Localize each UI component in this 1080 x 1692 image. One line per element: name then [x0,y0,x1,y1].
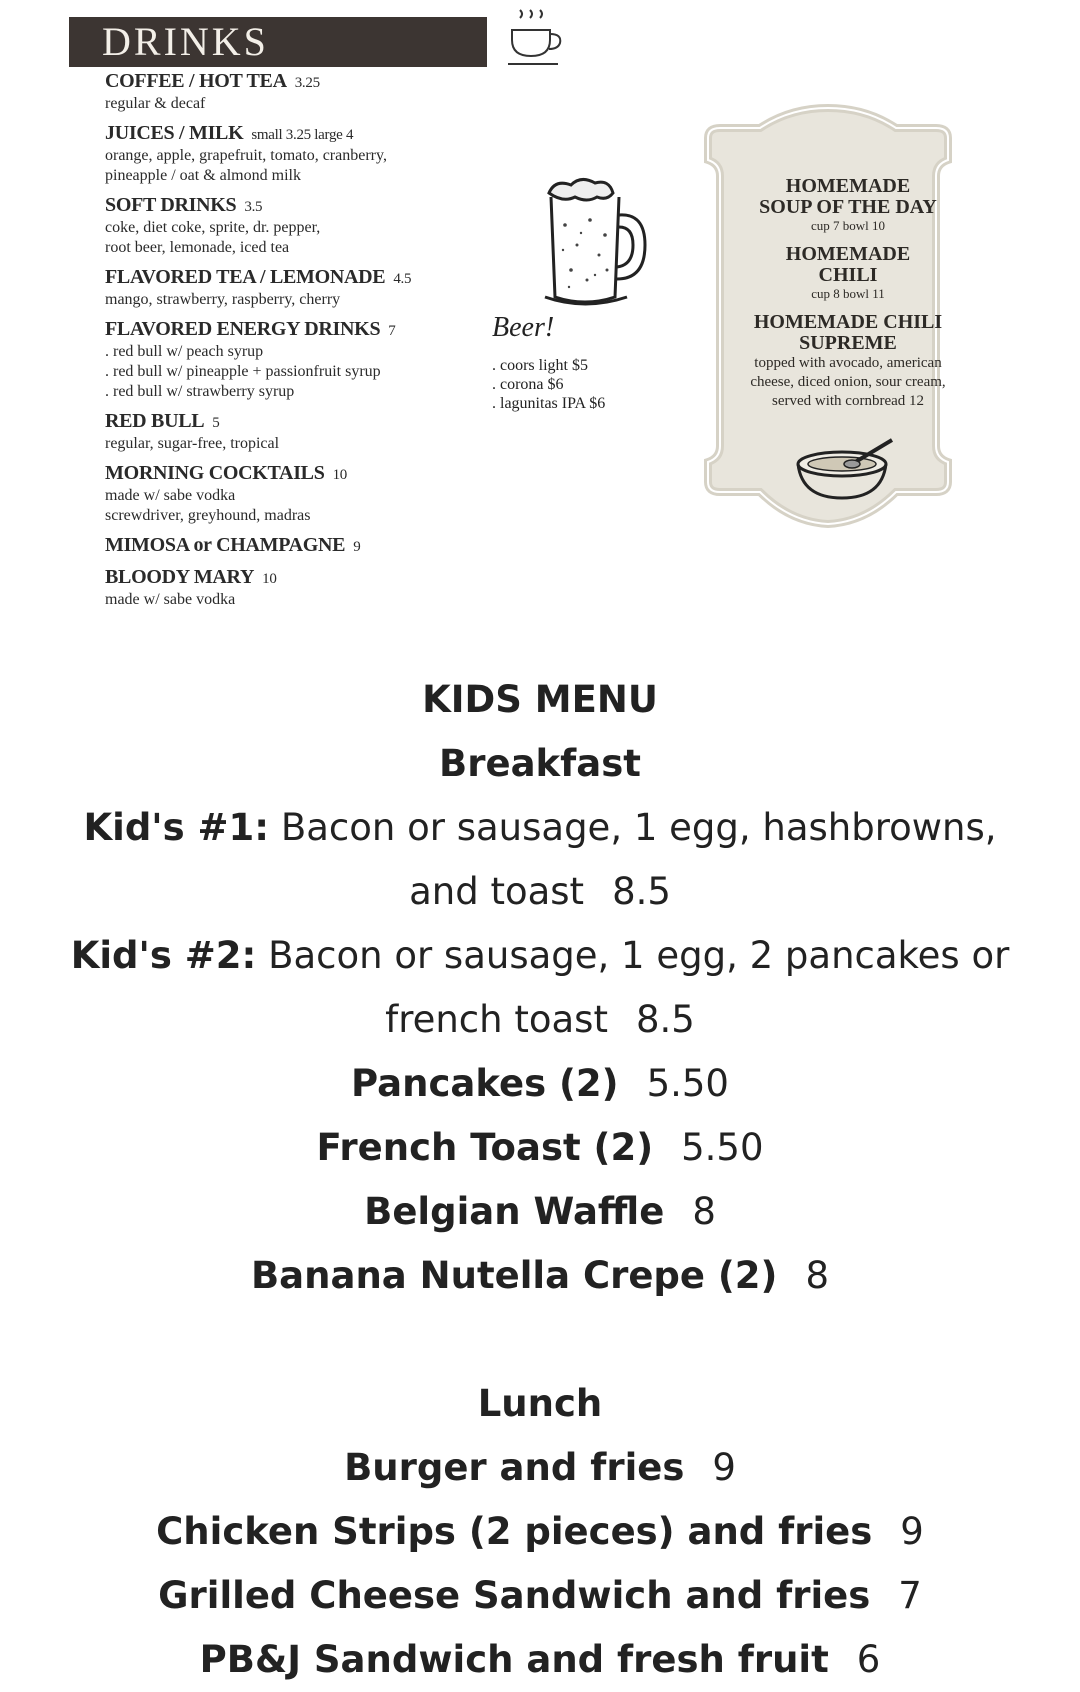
item-name: Pancakes (2) [351,1062,619,1105]
drink-price: small 3.25 large 4 [251,127,354,143]
soup-panel [700,104,996,528]
soup-bowl-icon [792,434,902,504]
drink-price: 3.25 [294,75,320,91]
breakfast-item [0,1244,1080,1308]
drink-desc: coke, diet coke, sprite, dr. pepper, [105,219,321,236]
drink-name: SOFT DRINKS [105,194,237,216]
lunch-item [0,1628,1080,1692]
kid1-text: and toast [409,870,585,913]
drink-name: MIMOSA or CHAMPAGNE [105,534,346,556]
drink-desc: made w/ sabe vodka [105,591,236,608]
kid2-text: french toast [385,998,608,1041]
beer-mug-icon [535,175,650,315]
kid1-text: Bacon or sausage, 1 egg, hashbrowns, [280,806,997,849]
drink-desc: . red bull w/ strawberry syrup [105,383,295,400]
drink-item [105,318,505,402]
drink-item [105,410,505,454]
item-price: 5.50 [646,1062,729,1105]
lunch-item [0,1436,1080,1500]
beer-item: . lagunitas IPA $6 [492,395,606,412]
drink-desc: . red bull w/ pineapple + passionfruit syrup [105,363,381,380]
drink-desc: . red bull w/ peach syrup [105,343,264,360]
chili-title: HOMEMADE [785,243,911,265]
drink-desc: mango, strawberry, raspberry, cherry [105,291,341,308]
kid2-text: Bacon or sausage, 1 egg, 2 pancakes or [268,934,1010,977]
kid1-price: 8.5 [612,870,671,913]
drink-item [105,534,505,558]
kid2-line [0,924,1080,988]
drink-price: 10 [332,467,347,483]
drink-name: JUICES / MILK [105,122,244,144]
beer-title: Beer! [492,312,555,343]
kids-menu-title: KIDS MENU [422,678,658,721]
lunch-item [0,1500,1080,1564]
supreme-desc: served with cornbread 12 [771,393,925,409]
drink-name: COFFEE / HOT TEA [105,70,287,92]
drink-item [105,462,505,526]
drink-price: 3.5 [244,199,263,215]
item-price: 9 [712,1446,736,1489]
soup-note: cup 7 bowl 10 [810,218,886,233]
drink-desc: orange, apple, grapefruit, tomato, cranberry, [105,147,387,164]
item-name: PB&J Sandwich and fresh fruit [199,1638,829,1681]
drink-price: 9 [353,539,361,555]
soup-content [718,176,978,411]
supreme-title: SUPREME [799,332,897,354]
drinks-header: DRINKS [69,17,487,67]
kid2-price: 8.5 [635,998,695,1041]
drink-name: FLAVORED ENERGY DRINKS [105,318,381,340]
kid1-line [0,796,1080,860]
beer-item: . coors light $5 [492,357,588,374]
item-price: 9 [900,1510,924,1553]
item-price: 8 [805,1254,830,1297]
drink-price: 10 [262,571,277,587]
drink-desc: made w/ sabe vodka [105,487,236,504]
drink-price: 5 [212,415,220,431]
item-price: 7 [898,1574,922,1617]
item-name: Belgian Waffle [364,1190,665,1233]
kid2-label: Kid's #2: [70,934,257,977]
breakfast-heading: Breakfast [439,742,641,785]
drink-name: FLAVORED TEA / LEMONADE [105,266,386,288]
drink-price: 7 [388,323,396,339]
kid2-line [0,988,1080,1052]
beer-item: . corona $6 [492,376,564,393]
drink-desc: regular, sugar-free, tropical [105,435,280,452]
coffee-cup-icon [506,8,568,70]
item-name: Banana Nutella Crepe (2) [250,1254,778,1297]
breakfast-item [0,1116,1080,1180]
soup-title: SOUP OF THE DAY [759,196,937,218]
item-price: 8 [692,1190,716,1233]
item-name: Grilled Cheese Sandwich and fries [158,1574,871,1617]
drink-item [105,122,505,186]
drink-list [105,70,505,618]
chili-note: cup 8 bowl 11 [811,286,885,301]
drink-item [105,70,505,114]
kid1-label: Kid's #1: [83,806,270,849]
breakfast-item [0,1052,1080,1116]
chili-title: CHILI [818,264,878,286]
soup-title: HOMEMADE [785,175,911,197]
drink-price: 4.5 [393,271,412,287]
item-name: French Toast (2) [316,1126,654,1169]
supreme-title: HOMEMADE CHILI [753,311,943,333]
breakfast-item [0,1180,1080,1244]
kids-menu [0,668,1080,1692]
drink-desc: regular & decaf [105,95,206,112]
drink-desc: root beer, lemonade, iced tea [105,239,290,256]
item-price: 6 [856,1638,881,1681]
supreme-desc: cheese, diced onion, sour cream, [750,374,946,390]
drink-item [105,266,505,310]
supreme-desc: topped with avocado, american [754,355,942,371]
drink-desc: screwdriver, greyhound, madras [105,507,311,524]
drink-name: MORNING COCKTAILS [105,462,325,484]
drink-item [105,566,505,610]
section-spacer [0,1308,1080,1372]
item-name: Burger and fries [344,1446,685,1489]
lunch-item [0,1564,1080,1628]
item-price: 5.50 [681,1126,764,1169]
kid1-line [0,860,1080,924]
drink-name: RED BULL [105,410,205,432]
beer-list [492,356,605,413]
lunch-heading: Lunch [477,1382,603,1425]
drink-item [105,194,505,258]
drink-name: BLOODY MARY [105,566,255,588]
item-name: Chicken Strips (2 pieces) and fries [156,1510,873,1553]
drink-desc: pineapple / oat & almond milk [105,167,301,184]
